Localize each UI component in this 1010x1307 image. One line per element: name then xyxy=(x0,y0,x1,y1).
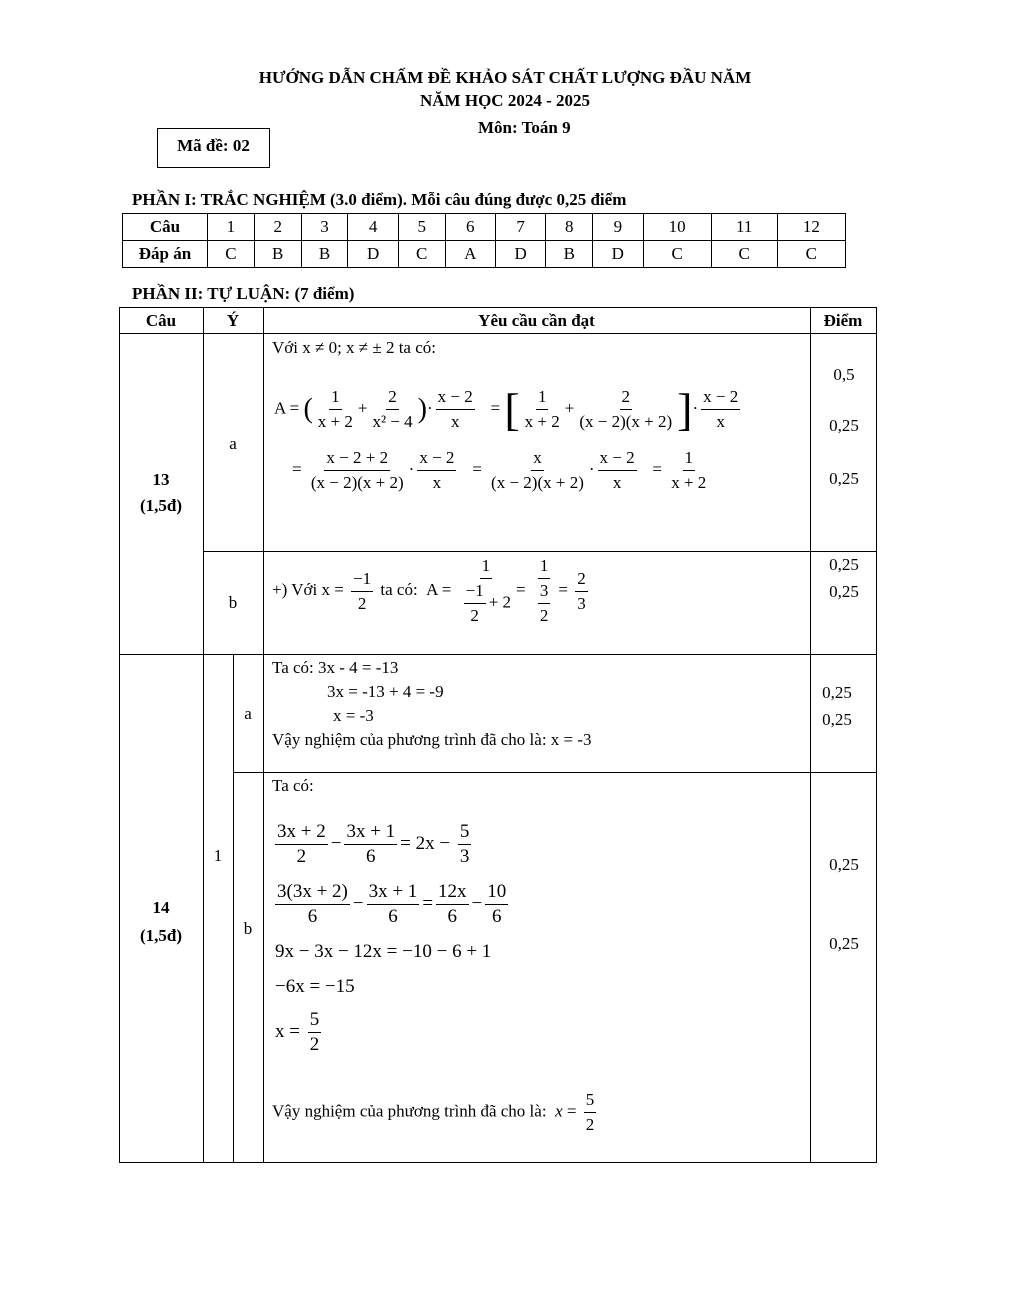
q14b-eq-5: x = $\frac{5}{2}$ xyxy=(275,1009,320,1055)
a-cell: B xyxy=(301,241,348,268)
q13b-tail: ta có: xyxy=(380,579,418,599)
q-cell: 8 xyxy=(546,214,593,241)
a-cell: B xyxy=(254,241,301,268)
q14-sub: 1 xyxy=(213,846,223,865)
q-cell: 11 xyxy=(711,214,777,241)
q-cell: 5 xyxy=(398,214,445,241)
q-cell: 7 xyxy=(495,214,545,241)
q14a-line-1: Ta có: 3x - 4 = -13 xyxy=(272,658,399,677)
col-question: Câu xyxy=(145,311,177,330)
col-requirement: Yêu cầu cần đạt xyxy=(478,311,595,330)
q13a-score-3: 0,25 xyxy=(829,469,859,488)
a-cell: D xyxy=(593,241,643,268)
doc-title-line1: HƯỚNG DẪN CHẤM ĐỀ KHẢO SÁT CHẤT LƯỢNG ĐẦU NĂM xyxy=(258,68,752,87)
q14b-eq-2: $\frac{3(3x + 2)}{6}$ − $\frac{3x + 1}{6}$ = $\frac{12x}{6}$ − $\frac{10}{6}$ xyxy=(277,881,507,927)
q14b-conclusion-text: Vậy nghiệm của phương trình đã cho là: xyxy=(272,1101,547,1121)
col-score: Điểm xyxy=(823,311,863,330)
part1-heading: PHẦN I: TRẮC NGHIỆM (3.0 điểm). Mỗi câu đúng được 0,25 điểm xyxy=(132,190,627,209)
q-cell: 2 xyxy=(254,214,301,241)
q-cell: 9 xyxy=(593,214,643,241)
q14b-eq-1: $\frac{3x + 2}{2}$ − $\frac{3x + 1}{6}$ = 2x − $\frac{5}{3}$ xyxy=(277,821,470,867)
q14a-line-2: 3x = -13 + 4 = -9 xyxy=(327,682,444,701)
q14-label: 14 xyxy=(152,898,170,917)
q13a-intro: Với x ≠ 0; x ≠ ± 2 ta có: xyxy=(272,338,436,357)
q-cell: 3 xyxy=(301,214,348,241)
q13b-part: b xyxy=(228,593,238,612)
q14a-line-3: x = -3 xyxy=(333,706,374,725)
a-cell: C xyxy=(398,241,445,268)
q14a-score-1: 0,25 xyxy=(822,683,852,702)
a-cell: C xyxy=(643,241,711,268)
q14b-eq-4: −6x = −15 xyxy=(275,976,355,997)
subject: Môn: Toán 9 xyxy=(478,118,571,137)
q13-points: (1,5đ) xyxy=(139,496,183,515)
q14a-part: a xyxy=(244,704,252,723)
answer-row xyxy=(123,241,846,268)
col-part: Ý xyxy=(226,311,240,330)
q13b-intro: +) Với xyxy=(272,579,318,599)
part2-heading: PHẦN II: TỰ LUẬN: (7 điểm) xyxy=(132,284,355,303)
q-cell: 10 xyxy=(643,214,711,241)
a-cell: D xyxy=(348,241,398,268)
q13b-score-1: 0,25 xyxy=(829,555,859,574)
q13a-expr2: = $\frac{x - 2 + 2}{(x - 2)(x + 2)}$ · $\frac{x - 2}{x}$ = $\frac{x}{(x - 2)(x + 2)}$ · $\frac{x - 2}{x}$ = $\frac{1}{x + 2}$ xyxy=(292,448,707,492)
a-cell: C xyxy=(208,241,255,268)
q13a-part: a xyxy=(229,434,237,453)
doc-title-line2: NĂM HỌC 2024 - 2025 xyxy=(420,91,590,110)
answer-key-table xyxy=(122,213,846,268)
a-cell: D xyxy=(495,241,545,268)
q14a-score-2: 0,25 xyxy=(822,710,852,729)
q14b-score-1: 0,25 xyxy=(829,855,859,874)
q14b-conclusion: Vậy nghiệm của phương trình đã cho là: x = $\frac{5}{2}$ xyxy=(272,1090,595,1134)
q14a-line-4: Vậy nghiệm của phương trình đã cho là: x = -3 xyxy=(272,730,592,749)
row-label-answer: Đáp án xyxy=(123,241,208,268)
q13a-score-2: 0,25 xyxy=(829,416,859,435)
a-cell: C xyxy=(711,241,777,268)
q-cell: 1 xyxy=(208,214,255,241)
question-row xyxy=(123,214,846,241)
a-cell: B xyxy=(546,241,593,268)
q14-points: (1,5đ) xyxy=(139,926,183,945)
q13a-expr1: A = ( $\frac{1}{x + 2}$ + $\frac{2}{\text{x² − 4}}$ )· $\frac{x - 2}{x}$ = [ $\frac{1}{x + 2}$ + $\frac{2}{(x - 2)(x + 2)}$ ]· $\frac{x - 2}{x}$ xyxy=(274,384,739,435)
q14b-part: b xyxy=(243,919,253,938)
q13b-expr: +) Với x = $\frac{-1}{2}$ ta có: A = 1 $\frac{-1}{2}$ + 2 = $\frac{1}{\frac{3}{2}}$ = $\frac{2}{3}$ xyxy=(272,556,586,625)
q14b-score-2: 0,25 xyxy=(829,934,859,953)
q13-label: 13 xyxy=(152,470,170,489)
q-cell: 4 xyxy=(348,214,398,241)
exam-code-box: Mã đề: 02 xyxy=(157,128,270,168)
q14b-eq-3: 9x − 3x − 12x = −10 − 6 + 1 xyxy=(275,941,492,962)
q-cell: 6 xyxy=(445,214,495,241)
q14b-intro: Ta có: xyxy=(272,776,314,795)
a-cell: A xyxy=(445,241,495,268)
q13a-score-1: 0,5 xyxy=(833,365,855,384)
row-label-question: Câu xyxy=(123,214,208,241)
q13b-score-2: 0,25 xyxy=(829,582,859,601)
q-cell: 12 xyxy=(777,214,845,241)
a-cell: C xyxy=(777,241,845,268)
